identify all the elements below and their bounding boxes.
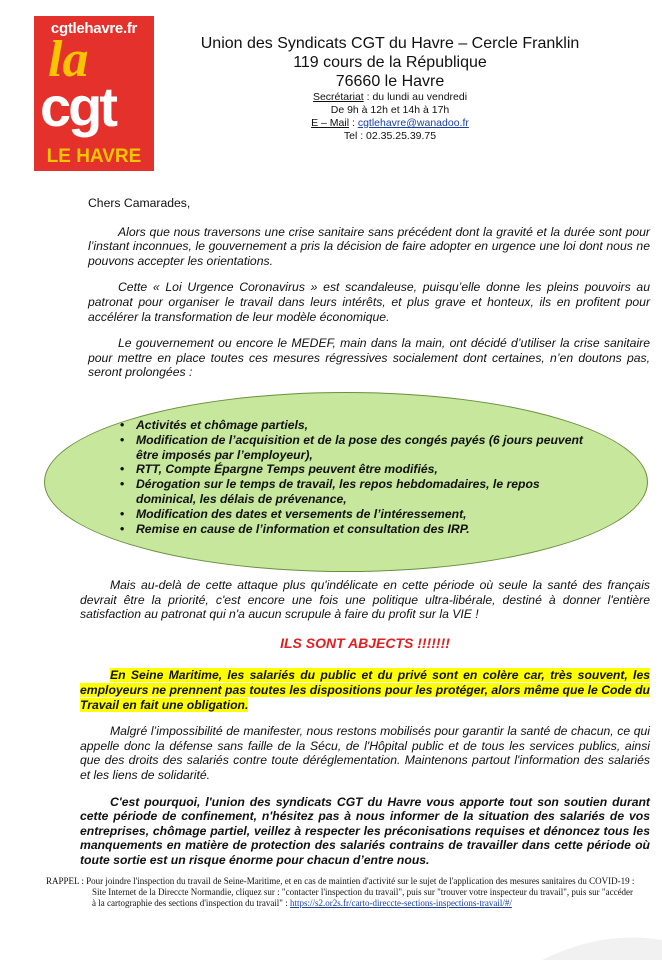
list-item: • Dérogation sur le temps de travail, les repos hebdomadaires, le repos dominical, les délais de prévenance, bbox=[118, 477, 588, 507]
paragraph-2: Cette « Loi Urgence Coronavirus » est scandaleuse, puisqu’elle donne les pleins pouvoirs au patronat pour organiser le travail dans leurs intérêts, et plus grave et honteux, ils en profitent pour accélérer la transformation de leur modèle économique. bbox=[88, 280, 650, 324]
logo-url: cgtlehavre.fr bbox=[50, 20, 138, 37]
list-item: • Activités et chômage partiels, bbox=[118, 418, 588, 433]
rappel-line-2 bbox=[46, 887, 636, 909]
letter-body-2 bbox=[80, 578, 650, 880]
logo-cgt: cgt bbox=[40, 75, 115, 138]
secretariat-text: : du lundi au vendredi bbox=[363, 91, 468, 103]
abjects-heading: ILS SONT ABJECTS !!!!!!! bbox=[280, 634, 450, 651]
email-label: E – Mail bbox=[311, 117, 350, 129]
rappel-note bbox=[46, 876, 636, 909]
list-item: • Remise en cause de l’information et consultation des IRP. bbox=[118, 522, 588, 537]
paragraph-5 bbox=[80, 668, 650, 712]
email-line bbox=[180, 117, 600, 130]
rappel-text: Site Internet de la Direccte Normandie, cliquez sur : "contacter l'inspection du travail", puis sur "trouver votre inspecteur du travail", puis sur "accéder à la cartographie des sections d'inspection du travail" : bbox=[92, 887, 634, 908]
email-sep: : bbox=[349, 117, 358, 129]
paragraph-6: Malgré l’impossibilité de manifester, nous restons mobilisés pour garantir la santé de chacun, ce qui appelle donc la défense sans faille de la Sécu, de l'Hôpital public et de tous les services publics, ainsi que des droits des salariés contre toute déréglementation. Maintenons partout l'information des salariés et les liens de solidarité. bbox=[80, 724, 650, 782]
secretariat-label: Secrétariat bbox=[312, 91, 364, 103]
letter-body bbox=[88, 196, 650, 392]
letterhead bbox=[180, 34, 600, 143]
org-name: Union des Syndicats CGT du Havre – Cercle Franklin bbox=[200, 35, 580, 52]
list-item: • Modification de l’acquisition et de la pose des congés payés (6 jours peuvent être imposés par l’employeur), bbox=[118, 433, 588, 463]
hours: De 9h à 12h et 14h à 17h bbox=[330, 104, 450, 116]
phone: Tel : 02.35.25.39.75 bbox=[343, 130, 437, 142]
greeting: Chers Camarades, bbox=[88, 196, 191, 210]
highlighted-text: En Seine Maritime, les salariés du public et du privé sont en colère car, très souvent, les employeurs ne prennent pas toutes les dispositions pour les protéger, alors même que le Code du Travail en fait une obligation. bbox=[80, 668, 650, 712]
paragraph-3: Le gouvernement ou encore le MEDEF, main dans la main, ont décidé d’utiliser la crise sanitaire pour mettre en place toutes ces mesures régressives socialement dont certaines, n’en doutons pas, seront prolongées : bbox=[88, 336, 650, 380]
list-item: • RTT, Compte Épargne Temps peuvent être modifiés, bbox=[118, 462, 588, 477]
logo-city: LE HAVRE bbox=[46, 146, 142, 167]
city: 76660 le Havre bbox=[335, 73, 445, 90]
email-link[interactable]: cgtlehavre@wanadoo.fr bbox=[357, 117, 469, 129]
paragraph-7: C'est pourquoi, l'union des syndicats CGT du Havre vous apporte tout son soutien durant cette période de confinement, n'hésitez pas à nous informer de la situation des salariés de vos entreprises, chômage partiel, veillez à respecter les préconisations requises et dénoncez tous les manquements en matière de protection des salariés contrains de travailler dans cette période où toute sortie est un risque énorme pour chacun d’entre nous. bbox=[80, 794, 650, 867]
secretariat bbox=[180, 91, 600, 104]
paragraph-4: Mais au-delà de cette attaque plus qu'indélicate en cette période où seule la santé des français devrait être la priorité, c'est encore une fois une politique ultra-libérale, destiné à donner l'entière satisfaction au patronat qui n'a aucun scrupule à faire du profit sur la VIE ! bbox=[80, 578, 650, 622]
rappel-line-1: RAPPEL : Pour joindre l'inspection du travail de Seine-Maritime, et en cas de maintien d'activité sur le sujet de l'application des mesures sanitaires du COVID-19 : bbox=[46, 876, 635, 886]
paragraph-1: Alors que nous traversons une crise sanitaire sans précédent dont la gravité et la durée sont pour l’instant inconnues, le gouvernement a pris la décision de faire adopter en urgence une loi dont nous ne pouvons accepter les orientations. bbox=[88, 224, 650, 268]
measures-list bbox=[118, 418, 588, 536]
logo-la: la bbox=[48, 31, 89, 88]
street: 119 cours de la République bbox=[293, 54, 487, 71]
rappel-link[interactable]: https://s2.or2s.fr/carto-direccte-sections-inspections-travail/#/ bbox=[289, 898, 512, 908]
cgt-logo bbox=[34, 16, 154, 171]
list-item: • Modification des dates et versements de l’intéressement, bbox=[118, 507, 588, 522]
page-corner-shadow bbox=[542, 930, 662, 960]
